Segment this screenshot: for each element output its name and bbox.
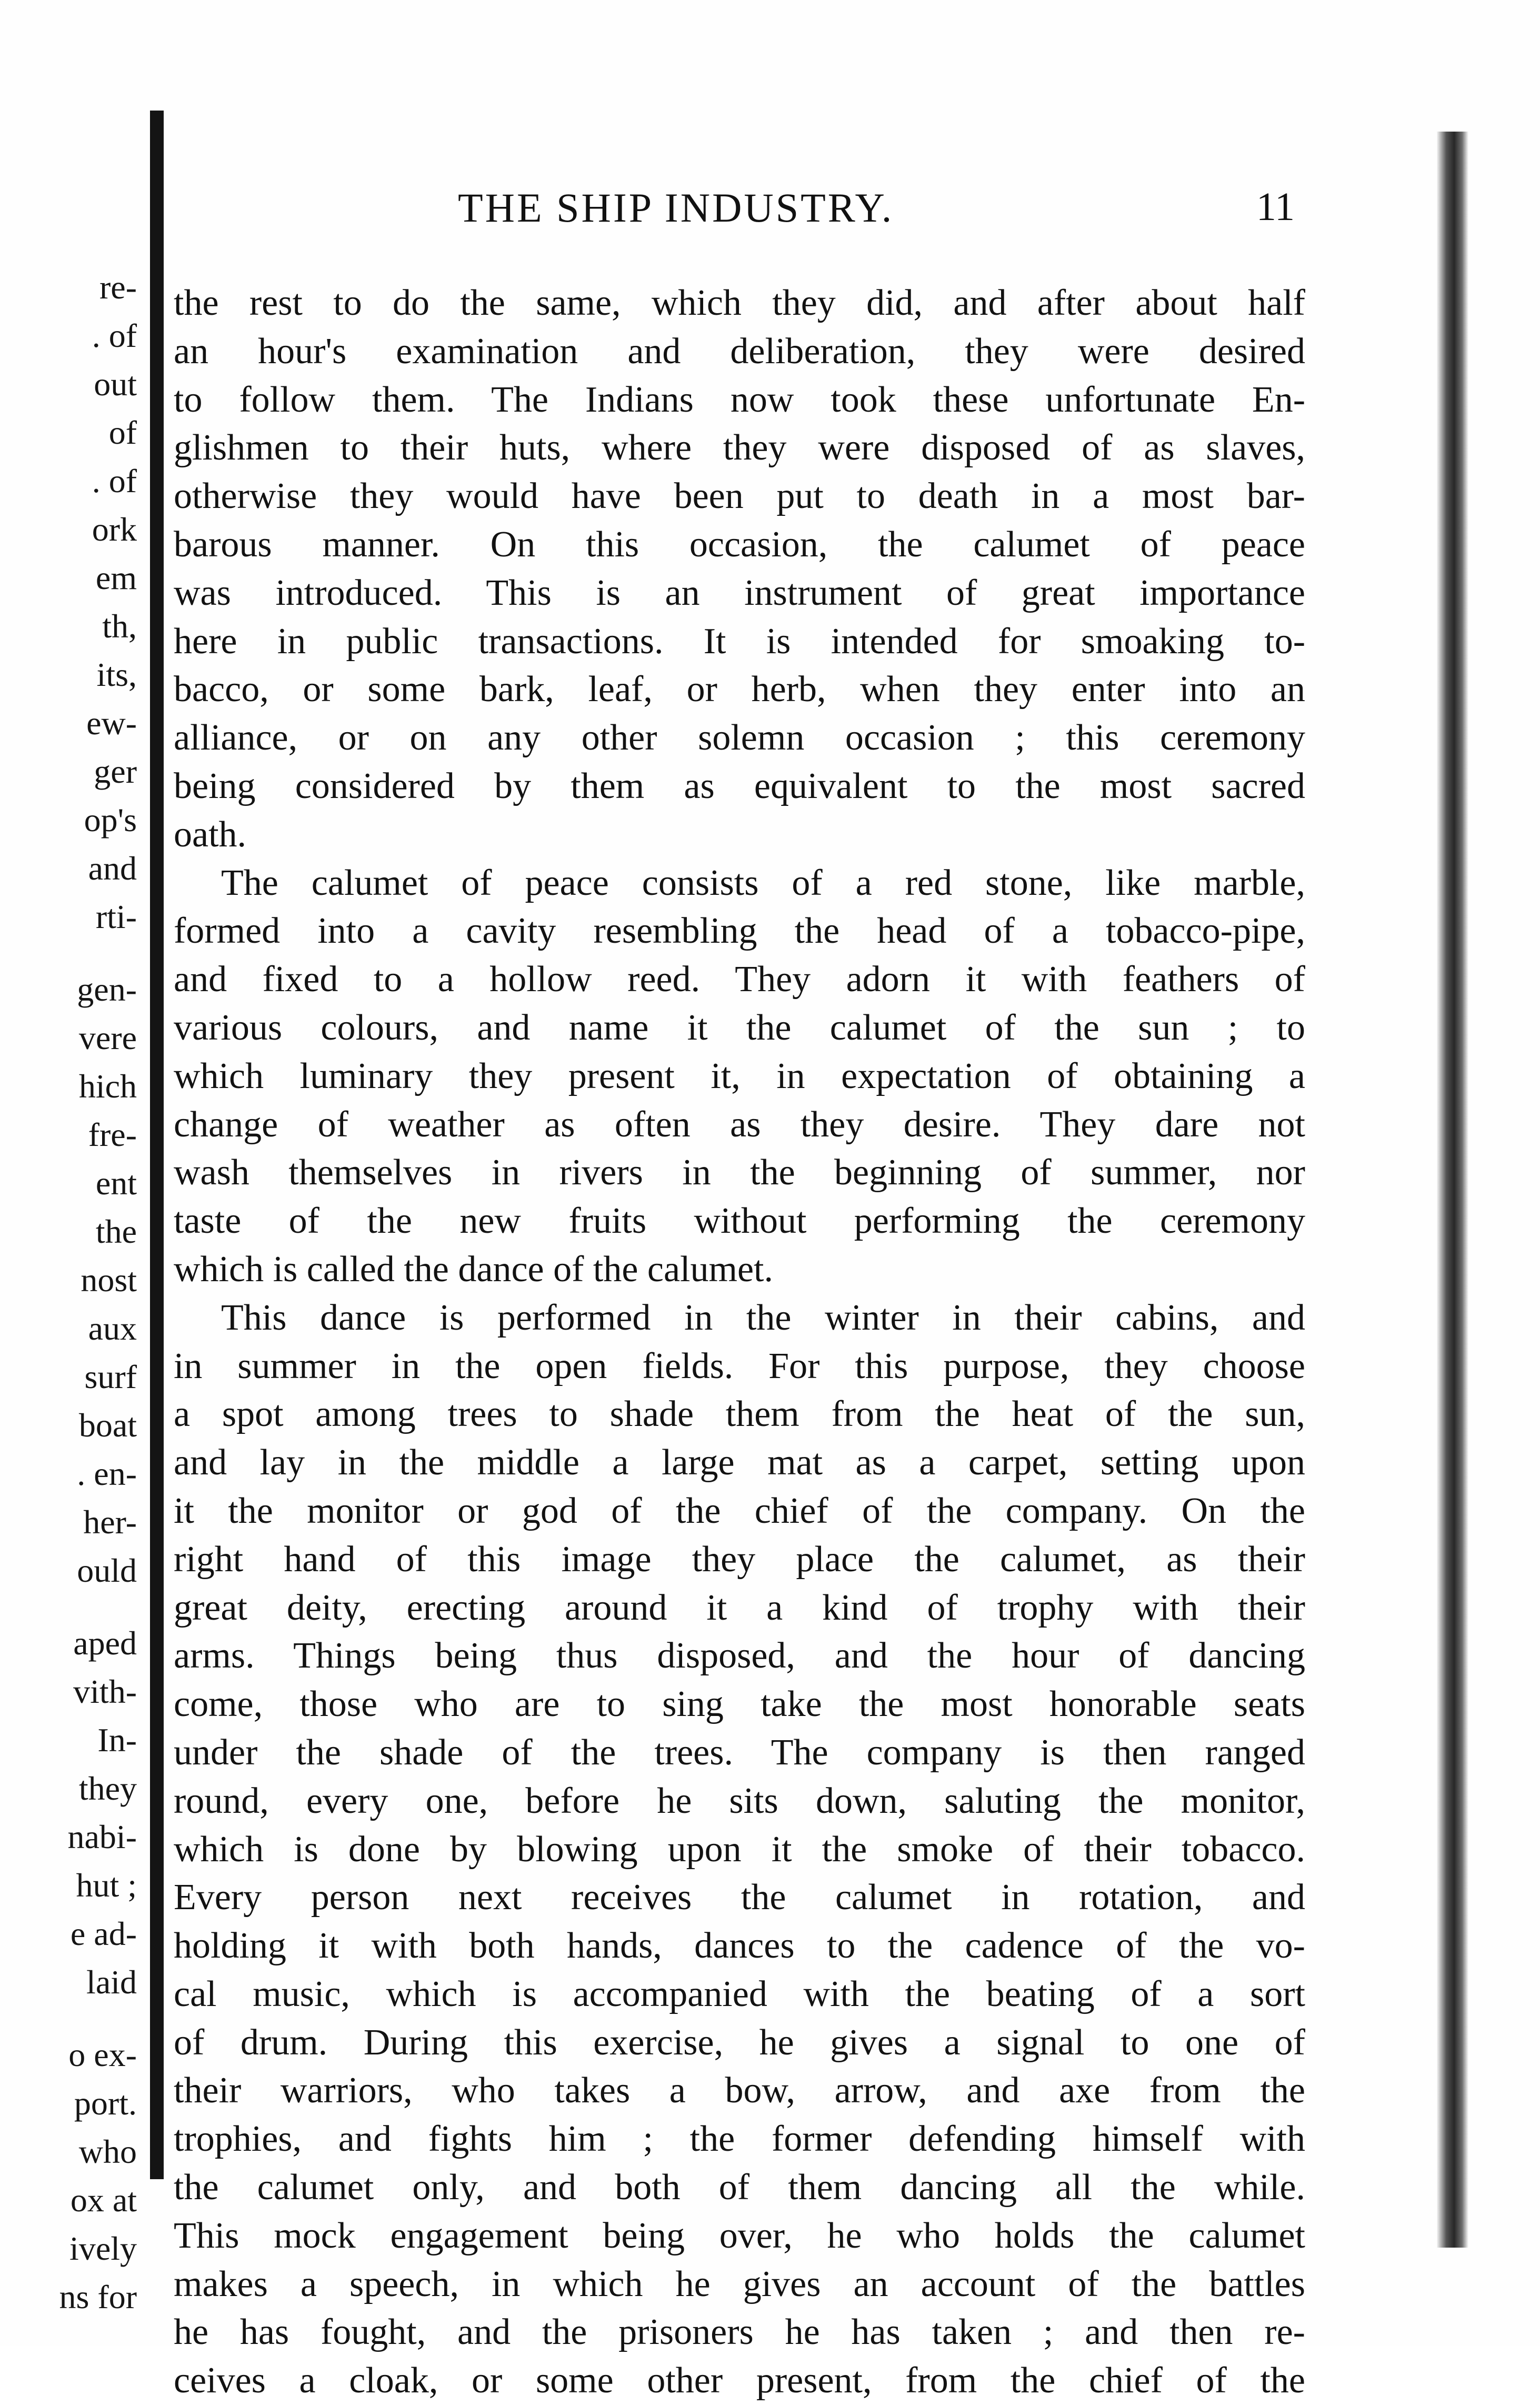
text-line: it the monitor or god of the chief of the company. On the <box>174 1490 1305 1531</box>
text-line: to follow them. The Indians now took these unfortunate En- <box>174 379 1305 420</box>
text-line: wash themselves in rivers in the beginning of summer, nor <box>174 1152 1305 1193</box>
margin-fragment: nabi- <box>67 1818 137 1855</box>
text-line: trophies, and fights him ; the former defending himself with <box>174 2119 1305 2160</box>
text-line: right hand of this image they place the calumet, as their <box>174 1539 1305 1580</box>
margin-fragment: ould <box>77 1552 137 1589</box>
margin-fragment: her- <box>83 1503 137 1541</box>
margin-fragment: em <box>95 559 137 596</box>
margin-fragment: fre- <box>88 1116 137 1153</box>
margin-fragment: surf <box>84 1358 137 1395</box>
text-line: which luminary they present it, in expectation of obtaining a <box>174 1055 1305 1096</box>
text-line: cal music, which is accompanied with the beating of a sort <box>174 1973 1305 2014</box>
margin-fragment: hut ; <box>76 1867 137 1904</box>
text-line: the rest to do the same, which they did, and after about half <box>174 283 1305 323</box>
margin-fragment: ent <box>95 1164 137 1202</box>
margin-fragment: ger <box>94 753 137 790</box>
text-line: round, every one, before he sits down, saluting the monitor, <box>174 1780 1305 1821</box>
margin-fragment: ew- <box>86 704 137 742</box>
margin-gap <box>0 941 137 965</box>
text-line: under the shade of the trees. The company is then ranged <box>174 1732 1305 1773</box>
margin-fragment: boat <box>78 1406 137 1444</box>
text-line: here in public transactions. It is intended for smoaking to- <box>174 621 1305 662</box>
margin-fragment: port. <box>74 2084 137 2122</box>
text-line: and lay in the middle a large mat as a carpet, setting upon <box>174 1442 1305 1483</box>
text-line: a spot among trees to shade them from the heat of the sun, <box>174 1394 1305 1435</box>
text-line: change of weather as often as they desire. They dare not <box>174 1104 1305 1145</box>
margin-fragment: o ex- <box>68 2036 137 2073</box>
margin-fragment: nost <box>81 1261 137 1299</box>
text-line: being considered by them as equivalent to the most sacred <box>174 765 1305 806</box>
margin-fragment: ns for <box>59 2278 137 2316</box>
margin-fragment: th, <box>102 607 137 645</box>
text-line: This mock engagement being over, he who holds the calumet <box>174 2215 1305 2256</box>
text-line: ceives a cloak, or some other present, from the chief of the <box>174 2360 1305 2401</box>
page-edge-shadow <box>1437 132 1468 2248</box>
text-line: of drum. During this exercise, he gives a signal to one of <box>174 2022 1305 2063</box>
text-line: formed into a cavity resembling the head of a tobacco-pipe, <box>174 911 1305 952</box>
text-line: alliance, or on any other solemn occasion ; this ceremony <box>174 717 1305 759</box>
margin-gap <box>0 2007 137 2031</box>
margin-fragment: gen- <box>77 971 137 1008</box>
text-line: an hour's examination and deliberation, they were desired <box>174 331 1305 372</box>
page-header <box>200 184 1295 242</box>
margin-fragment: its, <box>96 656 137 693</box>
text-line: taste of the new fruits without performing the ceremony <box>174 1201 1305 1242</box>
margin-fragment: they <box>78 1770 137 1807</box>
margin-fragment: . en- <box>77 1455 137 1492</box>
margin-fragment: vere <box>78 1019 137 1056</box>
text-line: in summer in the open fields. For this purpose, they choose <box>174 1345 1305 1386</box>
margin-fragment: vith- <box>73 1673 137 1710</box>
text-line: and fixed to a hollow reed. They adorn it with feathers of <box>174 959 1305 1000</box>
margin-gap <box>0 1595 137 1619</box>
text-line: makes a speech, in which he gives an account of the battles <box>174 2263 1305 2304</box>
text-line: The calumet of peace consists of a red stone, like marble, <box>221 862 1305 903</box>
text-line: otherwise they would have been put to death in a most bar- <box>174 476 1305 517</box>
text-line: the calumet only, and both of them dancing all the while. <box>174 2167 1305 2208</box>
text-line: arms. Things being thus disposed, and the hour of dancing <box>174 1635 1305 1676</box>
margin-fragment: ively <box>69 2230 137 2267</box>
text-line: come, those who are to sing take the most honorable seats <box>174 1684 1305 1725</box>
text-line: he has fought, and the prisoners he has taken ; and then re- <box>174 2312 1305 2353</box>
body-text <box>174 279 1305 2405</box>
margin-fragment: the <box>95 1213 137 1250</box>
margin-fragment: out <box>94 365 137 403</box>
margin-fragment: aux <box>88 1310 137 1347</box>
margin-fragment: of <box>108 414 137 451</box>
margin-fragment: . of <box>92 462 137 500</box>
text-line: which is done by blowing upon it the smoke of their tobacco. <box>174 1829 1305 1870</box>
text-line: Every person next receives the calumet in rotation, and <box>174 1877 1305 1918</box>
margin-fragment: and <box>88 850 137 887</box>
margin-fragment: . of <box>92 317 137 354</box>
text-line: barous manner. On this occasion, the calumet of peace <box>174 524 1305 565</box>
text-line: glishmen to their huts, where they were disposed of as slaves, <box>174 427 1305 468</box>
margin-fragment: op's <box>84 801 137 839</box>
margin-fragment: rti- <box>95 898 137 935</box>
margin-fragment: re- <box>99 268 137 306</box>
margin-fragment: e ad- <box>70 1915 137 1952</box>
text-line: was introduced. This is an instrument of great importance <box>174 572 1305 613</box>
margin-fragment: laid <box>86 1963 137 2001</box>
text-line: oath. <box>174 814 247 855</box>
text-line: This dance is performed in the winter in their cabins, and <box>221 1297 1305 1338</box>
text-line: which is called the dance of the calumet. <box>174 1249 773 1290</box>
text-line: great deity, erecting around it a kind of trophy with their <box>174 1587 1305 1628</box>
page-number: 11 <box>1256 185 1295 229</box>
text-line: their warriors, who takes a bow, arrow, and axe from the <box>174 2070 1305 2111</box>
margin-fragment: hich <box>78 1067 137 1105</box>
text-line: various colours, and name it the calumet of the sun ; to <box>174 1007 1305 1048</box>
margin-fragment: In- <box>97 1721 137 1759</box>
text-line: holding it with both hands, dances to the cadence of the vo- <box>174 1925 1305 1967</box>
margin-fragment: who <box>78 2133 137 2170</box>
adjacent-page-fragments <box>0 263 137 2316</box>
running-head: THE SHIP INDUSTRY. <box>458 185 894 231</box>
text-line: bacco, or some bark, leaf, or herb, when they enter into an <box>174 669 1305 710</box>
gutter-shadow <box>150 111 164 2179</box>
margin-fragment: ox at <box>70 2181 137 2219</box>
margin-fragment: ork <box>92 511 137 548</box>
margin-fragment: aped <box>73 1624 137 1662</box>
